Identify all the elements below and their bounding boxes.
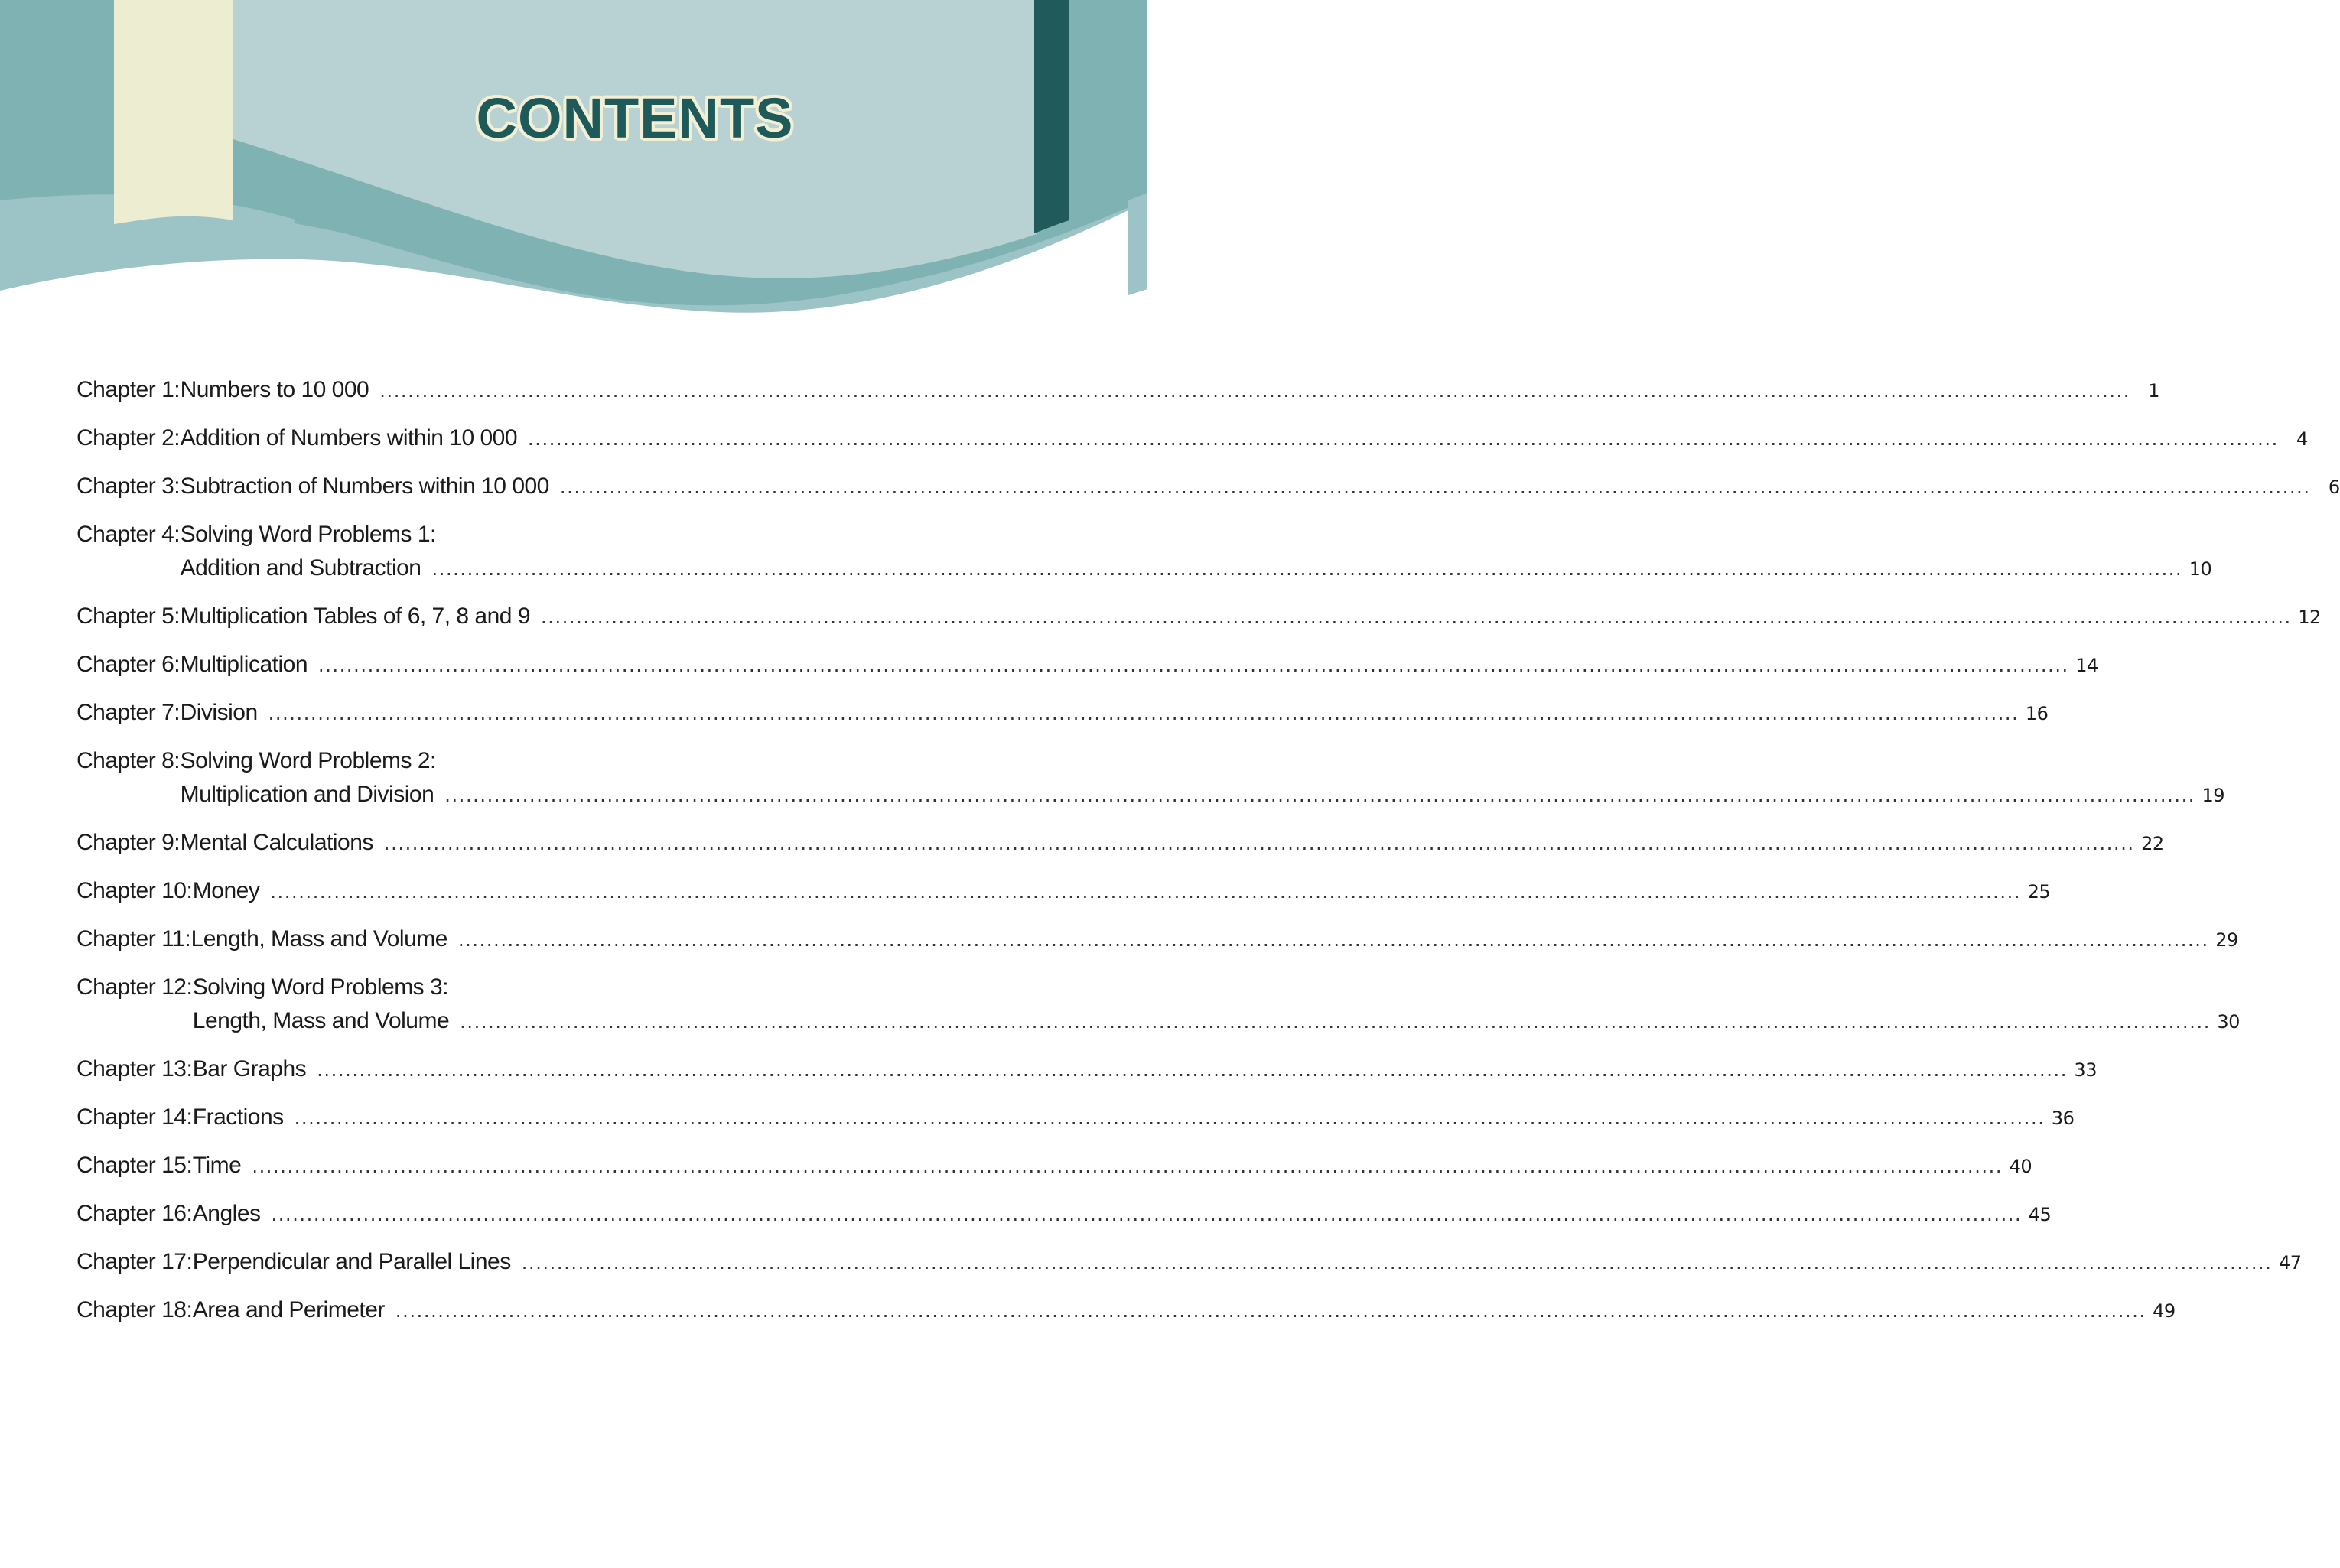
toc-entry[interactable] — [76, 423, 2308, 454]
toc-entry[interactable] — [76, 519, 2212, 584]
separator-colon: : — [174, 700, 181, 725]
chapter-title-line — [181, 828, 2164, 859]
chapter-label: Chapter 2 — [76, 425, 174, 451]
chapter-title-block — [181, 649, 2098, 681]
toc-entry[interactable] — [76, 828, 2164, 859]
chapter-title-line — [181, 553, 2212, 584]
chapter-title-line — [191, 924, 2238, 955]
toc-list — [76, 375, 2340, 1326]
dot-leader — [541, 602, 2292, 633]
dot-leader — [295, 1103, 2045, 1134]
separator-colon: : — [186, 1056, 193, 1082]
chapter-title: Numbers to 10 000 — [180, 377, 369, 402]
chapter-label: Chapter 10 — [76, 878, 187, 903]
chapter-title-block — [193, 876, 2050, 907]
chapter-title: Mental Calculations — [180, 830, 373, 855]
chapter-label: Chapter 8 — [76, 748, 174, 773]
page-number: 29 — [2215, 929, 2238, 951]
chapter-title-block — [181, 375, 2159, 406]
separator-colon: : — [174, 603, 181, 629]
toc-entry[interactable] — [76, 601, 2321, 633]
chapter-label: Chapter 13 — [76, 1056, 187, 1082]
toc-entry[interactable] — [76, 1150, 2032, 1182]
dot-leader — [379, 376, 2130, 406]
chapter-title-line — [181, 519, 2212, 550]
dot-leader — [528, 424, 2279, 454]
chapter-title-block — [193, 1295, 2176, 1326]
separator-colon: : — [186, 1249, 193, 1274]
toc-entry[interactable] — [76, 1054, 2097, 1085]
separator-colon: : — [174, 377, 181, 402]
toc-entry[interactable] — [76, 876, 2051, 907]
separator-colon: : — [184, 926, 191, 952]
chapter-title: Angles — [192, 1201, 261, 1226]
toc-entry[interactable] — [76, 1102, 2075, 1134]
chapter-label: Chapter 15 — [76, 1153, 187, 1178]
separator-colon: : — [174, 473, 181, 499]
toc-entry[interactable] — [76, 1247, 2302, 1278]
dot-leader — [522, 1248, 2273, 1278]
chapter-label: Chapter 1 — [76, 377, 174, 402]
chapter-title-line — [193, 876, 2050, 907]
page-number: 40 — [2009, 1156, 2032, 1177]
dot-leader — [432, 554, 2183, 584]
separator-colon: : — [174, 830, 181, 855]
chapter-label: Chapter 9 — [76, 830, 174, 855]
chapter-title-line — [193, 1247, 2302, 1278]
chapter-title: Subtraction of Numbers within 10 000 — [180, 473, 549, 499]
chapter-title-line — [181, 601, 2321, 633]
contents-header-banner — [0, 0, 1147, 329]
chapter-title: Solving Word Problems 1: — [180, 522, 436, 547]
dot-leader — [460, 1007, 2211, 1037]
separator-colon: : — [174, 522, 181, 547]
chapter-title-line — [193, 972, 2240, 1003]
separator-colon: : — [186, 1297, 193, 1322]
page-number: 12 — [2298, 607, 2321, 628]
separator-colon: : — [186, 1201, 193, 1226]
chapter-title-line — [193, 1054, 2097, 1085]
page-number: 25 — [2027, 881, 2051, 903]
page-number: 6 — [2328, 477, 2340, 498]
dot-leader — [444, 780, 2195, 811]
chapter-label: Chapter 18 — [76, 1297, 187, 1322]
page-number: 49 — [2153, 1300, 2176, 1322]
chapter-title: Fractions — [192, 1104, 284, 1130]
chapter-title: Addition and Subtraction — [180, 555, 421, 581]
chapter-title-line — [193, 1199, 2052, 1230]
page-number: 14 — [2075, 655, 2098, 676]
chapter-label: Chapter 3 — [76, 473, 174, 499]
chapter-title: Length, Mass and Volume — [192, 1008, 450, 1033]
chapter-title-line — [193, 1150, 2032, 1182]
chapter-title-line — [181, 746, 2224, 776]
chapter-title: Area and Perimeter — [192, 1297, 385, 1322]
chapter-title-block — [193, 1102, 2075, 1134]
chapter-title-block — [193, 1150, 2032, 1182]
chapter-title: Money — [192, 878, 260, 903]
chapter-title-block — [181, 828, 2164, 859]
page-number: 10 — [2189, 558, 2212, 580]
toc-entry[interactable] — [76, 1199, 2052, 1230]
chapter-label: Chapter 17 — [76, 1249, 187, 1274]
dot-leader — [560, 472, 2311, 503]
page-number: 47 — [2278, 1252, 2302, 1274]
page-number: 22 — [2141, 833, 2164, 854]
toc-entry[interactable] — [76, 649, 2098, 681]
page-number: 19 — [2202, 785, 2225, 806]
chapter-title-line — [181, 649, 2098, 681]
page-number: 33 — [2074, 1059, 2097, 1081]
toc-entry[interactable] — [76, 746, 2225, 811]
chapter-title-line — [181, 423, 2308, 454]
chapter-label: Chapter 11 — [76, 926, 185, 952]
chapter-title: Multiplication Tables of 6, 7, 8 and 9 — [180, 603, 531, 629]
separator-colon: : — [174, 652, 181, 677]
chapter-title-line — [181, 779, 2224, 811]
chapter-title-block — [193, 1247, 2302, 1278]
chapter-label: Chapter 5 — [76, 603, 174, 629]
page-number: 16 — [2025, 703, 2049, 724]
page-title: CONTENTS — [476, 86, 794, 150]
chapter-title-block — [193, 1054, 2097, 1085]
dot-leader — [252, 1151, 2003, 1182]
chapter-title-block — [181, 519, 2212, 584]
page-number: 4 — [2296, 428, 2308, 450]
chapter-title-block — [193, 1199, 2052, 1230]
chapter-title: Multiplication and Division — [180, 782, 434, 807]
page-number: 30 — [2217, 1011, 2240, 1033]
chapter-title-line — [181, 375, 2159, 406]
dot-leader — [317, 1055, 2068, 1085]
separator-colon: : — [186, 1153, 193, 1178]
chapter-title-line — [193, 1295, 2176, 1326]
chapter-title-block — [181, 601, 2321, 633]
dot-leader — [395, 1296, 2146, 1326]
toc-entry[interactable] — [76, 698, 2049, 729]
toc-entry[interactable] — [76, 471, 2340, 503]
chapter-title: Perpendicular and Parallel Lines — [192, 1249, 511, 1274]
separator-colon: : — [174, 748, 181, 773]
chapter-title-block — [181, 698, 2049, 729]
chapter-title-line — [193, 1006, 2240, 1037]
separator-colon: : — [186, 878, 193, 903]
dot-leader — [458, 925, 2209, 955]
chapter-title: Addition of Numbers within 10 000 — [180, 425, 518, 451]
toc-entry[interactable] — [76, 972, 2240, 1037]
dot-leader — [318, 650, 2069, 681]
chapter-title-line — [193, 1102, 2075, 1134]
dot-leader — [270, 877, 2021, 907]
dot-leader — [384, 828, 2135, 859]
separator-colon: : — [186, 974, 193, 1000]
chapter-title-line — [181, 698, 2049, 729]
chapter-title: Time — [192, 1153, 242, 1178]
dot-leader — [272, 1199, 2023, 1230]
page-number: 36 — [2051, 1108, 2075, 1129]
chapter-title: Solving Word Problems 3: — [192, 974, 449, 1000]
chapter-label: Chapter 12 — [76, 974, 187, 1000]
chapter-title: Multiplication — [180, 652, 308, 677]
dot-leader — [268, 698, 2019, 729]
chapter-title: Bar Graphs — [192, 1056, 307, 1082]
chapter-label: Chapter 16 — [76, 1201, 187, 1226]
page-number: 1 — [2148, 380, 2160, 402]
toc-entry[interactable] — [76, 1295, 2176, 1326]
toc-entry[interactable] — [76, 924, 2238, 955]
chapter-label: Chapter 14 — [76, 1104, 187, 1130]
separator-colon: : — [186, 1104, 193, 1130]
chapter-title-block — [191, 924, 2238, 955]
chapter-label: Chapter 7 — [76, 700, 174, 725]
chapter-title-line — [181, 471, 2340, 503]
separator-colon: : — [174, 425, 181, 451]
chapter-title-block — [181, 746, 2224, 811]
wave-banner-graphic — [0, 0, 1147, 329]
chapter-title-block — [181, 471, 2340, 503]
page-number: 45 — [2028, 1204, 2052, 1225]
chapter-title-block — [193, 972, 2240, 1037]
table-of-contents — [76, 375, 2340, 1343]
chapter-title: Division — [180, 700, 258, 725]
chapter-title: Length, Mass and Volume — [190, 926, 447, 952]
toc-entry[interactable] — [76, 375, 2160, 406]
chapter-label: Chapter 4 — [76, 522, 174, 547]
chapter-title-block — [181, 423, 2308, 454]
chapter-label: Chapter 6 — [76, 652, 174, 677]
chapter-title: Solving Word Problems 2: — [180, 748, 436, 773]
